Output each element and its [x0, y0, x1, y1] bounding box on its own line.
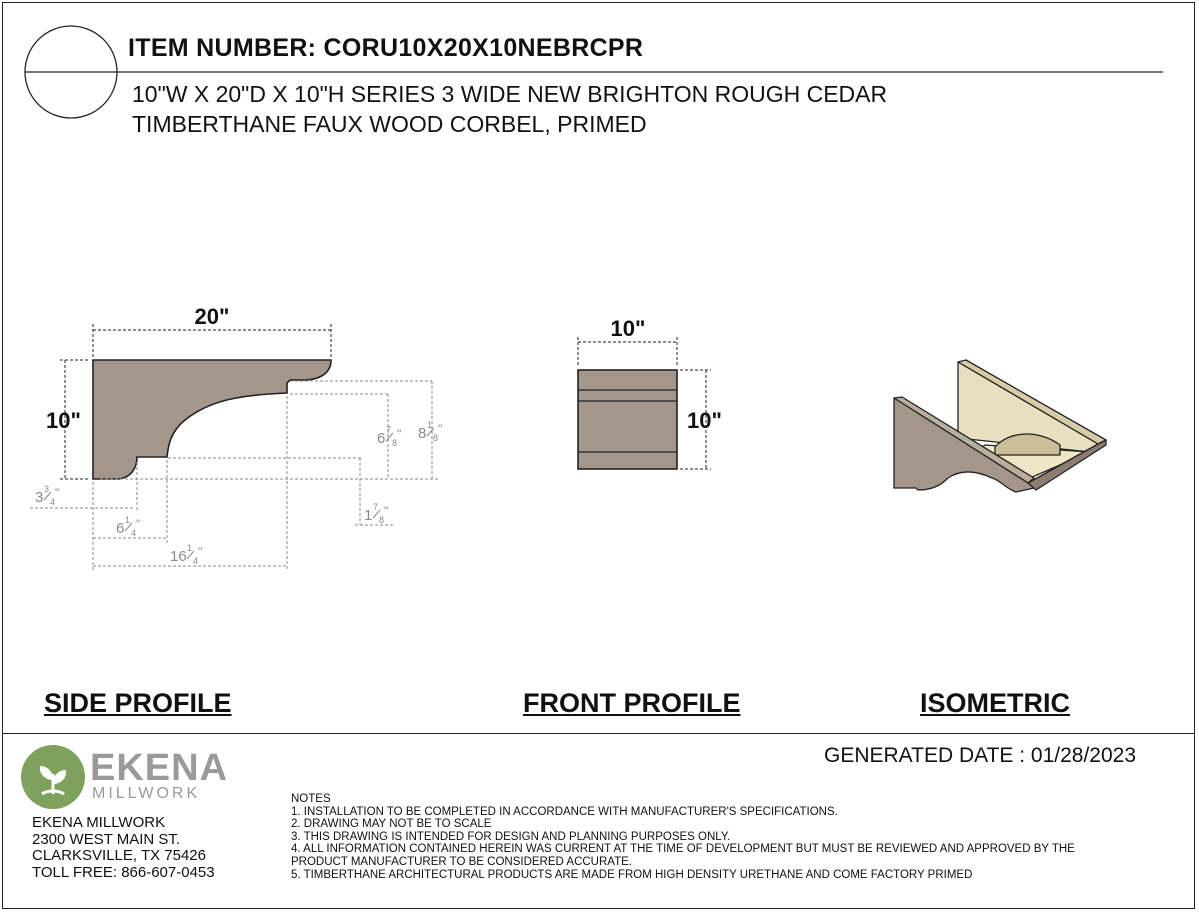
description-line-1: 10"W X 20"D X 10"H SERIES 3 WIDE NEW BRIGHTON ROUGH CEDAR — [132, 81, 888, 107]
isometric-drawing — [894, 360, 1106, 492]
item-number: ITEM NUMBER: CORU10X20X10NEBRCPR — [128, 34, 644, 62]
front-profile-title: FRONT PROFILE — [523, 688, 741, 718]
dim-8-1-8 — [418, 420, 442, 443]
address-line: 2300 WEST MAIN ST. — [32, 830, 181, 848]
svg-text:": " — [397, 427, 402, 441]
svg-text:8: 8 — [392, 438, 398, 448]
svg-text:": " — [136, 517, 141, 531]
svg-text:4: 4 — [50, 497, 56, 507]
notes-block — [291, 793, 1075, 881]
notes-heading: NOTES — [291, 793, 331, 805]
side-profile-title: SIDE PROFILE — [44, 688, 232, 718]
note-line: 5. TIMBERTHANE ARCHITECTURAL PRODUCTS ARE MADE FROM HIGH DENSITY URETHANE AND COME FACTORY PRIMED — [291, 868, 973, 881]
dim-3-3-4 — [35, 484, 59, 507]
svg-text:8: 8 — [433, 433, 439, 443]
svg-text:16: 16 — [170, 548, 187, 565]
address-line: CLARKSVILLE, TX 75426 — [32, 847, 206, 864]
dim-6-7-8 — [377, 425, 401, 448]
svg-text:6: 6 — [116, 520, 125, 537]
svg-text:8: 8 — [379, 515, 385, 525]
svg-text:7: 7 — [386, 425, 392, 435]
note-line: PRODUCT MANUFACTURER TO BE CONSIDERED ACCURATE. — [291, 855, 632, 868]
ekena-leaf-logo — [20, 744, 86, 810]
side-height-label: 10" — [46, 408, 81, 433]
front-height-label: 10" — [687, 408, 722, 433]
svg-text:7: 7 — [373, 502, 379, 512]
svg-text:3: 3 — [44, 484, 50, 494]
svg-text:1: 1 — [187, 543, 193, 553]
front-profile-drawing — [578, 316, 722, 469]
company-address — [32, 815, 215, 881]
svg-text:": " — [384, 504, 389, 518]
note-line: 3. THIS DRAWING IS INTENDED FOR DESIGN AND PLANNING PURPOSES ONLY. — [291, 830, 731, 843]
svg-text:": " — [198, 545, 203, 559]
brand-name: EKENA — [90, 747, 229, 789]
svg-text:1: 1 — [427, 420, 433, 430]
address-line: TOLL FREE: 866-607-0453 — [32, 863, 215, 881]
svg-text:4: 4 — [131, 528, 137, 538]
isometric-title: ISOMETRIC — [920, 688, 1071, 718]
dim-6-1-4 — [116, 515, 140, 538]
dim-16-1-4 — [170, 543, 202, 566]
generated-date: GENERATED DATE : 01/28/2023 — [824, 744, 1137, 767]
note-line: 4. ALL INFORMATION CONTAINED HEREIN WAS CURRENT AT THE TIME OF DEVELOPMENT BUT MUST BE REVIEWED AND APPROVED BY THE — [291, 843, 1075, 856]
brand-subtitle: MILLWORK — [92, 785, 201, 802]
note-line: 1. INSTALLATION TO BE COMPLETED IN ACCORDANCE WITH MANUFACTURER'S SPECIFICATIONS. — [291, 805, 838, 818]
svg-text:": " — [55, 486, 60, 500]
front-width-label: 10" — [610, 316, 646, 341]
svg-text:1: 1 — [364, 507, 373, 524]
drawing-views — [0, 290, 1199, 590]
side-width-label: 20" — [194, 304, 230, 329]
address-line: EKENA MILLWORK — [32, 814, 166, 831]
side-profile-shape — [93, 360, 331, 479]
svg-text:4: 4 — [193, 556, 199, 566]
svg-text:1: 1 — [125, 515, 131, 525]
front-profile-shape — [578, 370, 677, 469]
footer-divider — [3, 733, 1194, 734]
svg-text:3: 3 — [35, 489, 44, 506]
dim-1-7-8 — [364, 502, 388, 525]
description-line-2: TIMBERTHANE FAUX WOOD CORBEL, PRIMED — [132, 111, 647, 137]
svg-text:8: 8 — [418, 425, 427, 442]
svg-text:": " — [438, 422, 443, 436]
note-line: 2. DRAWING MAY NOT BE TO SCALE — [291, 818, 492, 831]
svg-text:6: 6 — [377, 430, 386, 447]
